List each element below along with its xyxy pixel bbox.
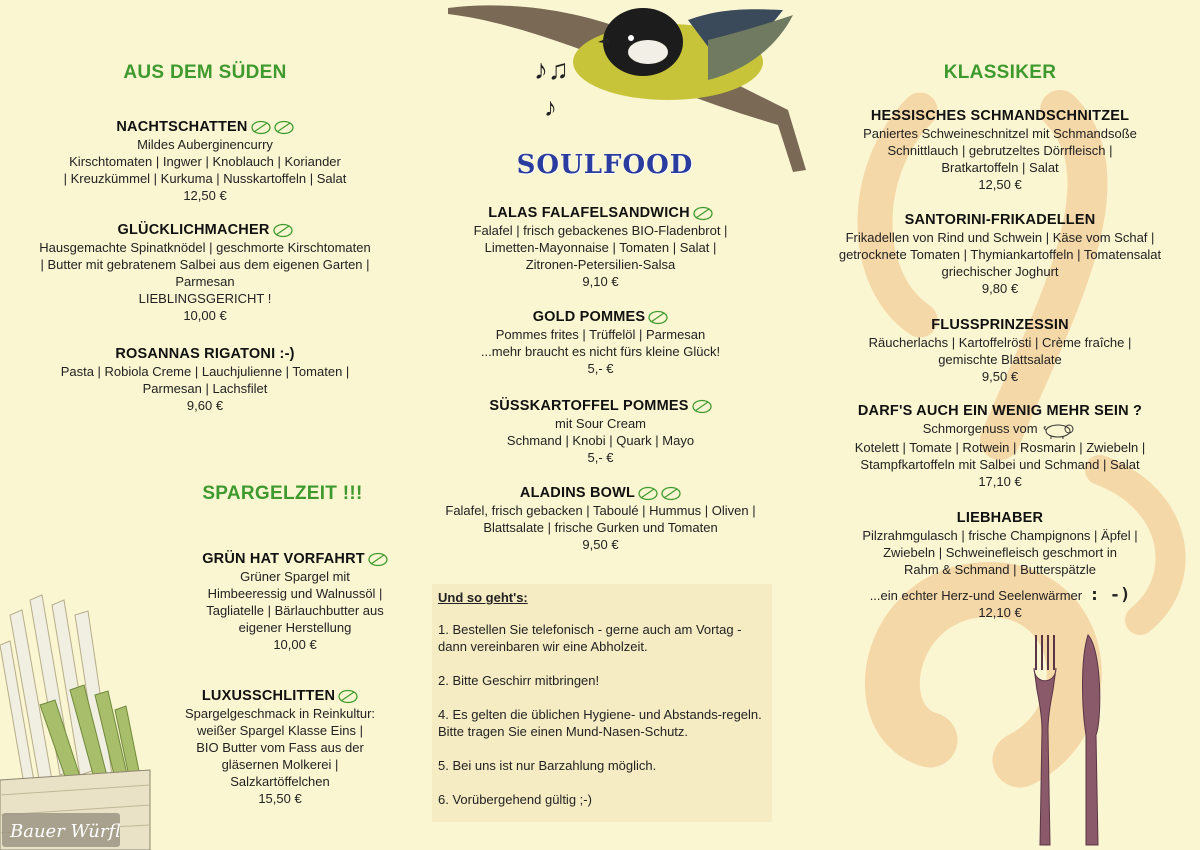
section-title-klassiker: KLASSIKER xyxy=(943,62,1057,83)
dish-desc: Räucherlachs | Kartoffelrösti | Crème fraîche | xyxy=(868,335,1132,350)
instructions-title: Und so geht's: xyxy=(438,590,528,605)
dish-name: SÜSSKARTOFFEL POMMES xyxy=(489,397,711,415)
dish-price: 17,10 € xyxy=(978,473,1022,489)
dish-desc: gläsernen Molkerei | xyxy=(221,757,339,772)
vegetarian-leaf-icon xyxy=(368,552,388,567)
dish-desc: Limetten-Mayonnaise | Tomaten | Salat | xyxy=(484,240,717,255)
dish-desc: Pommes frites | Trüffelöl | Parmesan xyxy=(495,327,706,342)
dish-price: 12,10 € xyxy=(978,604,1022,620)
dish-desc: Schmand | Knobi | Quark | Mayo xyxy=(506,433,695,448)
dish-desc: Stampfkartoffeln mit Salbei und Schmand | Salat xyxy=(860,456,1140,472)
asparagus-illustration xyxy=(0,575,155,850)
dish-desc: Pasta | Robiola Creme | Lauchjulienne | Tomaten | xyxy=(60,364,350,379)
dish-gruen-hat-vorfahrt xyxy=(150,550,440,653)
dish-price: 12,50 € xyxy=(978,177,1022,192)
dish-desc: Kotelett | Tomate | Rotwein | Rosmarin | Zwiebeln | xyxy=(854,439,1146,455)
dish-price: 9,50 € xyxy=(582,537,619,552)
dish-nachtschatten xyxy=(20,118,390,204)
dish-lalas xyxy=(428,204,773,290)
dish-desc: Parmesan xyxy=(175,274,235,289)
dish-price: 10,00 € xyxy=(183,308,227,323)
dish-desc: Bratkartoffeln | Salat xyxy=(941,160,1059,175)
fork-and-knife-illustration xyxy=(1020,630,1120,850)
music-note-icon: ♪ xyxy=(544,92,557,122)
dish-name: LIEBHABER xyxy=(956,509,1044,526)
dish-price: 9,60 € xyxy=(186,398,224,413)
dish-name: FLUSSPRINZESSIN xyxy=(931,317,1069,333)
dish-desc: Blattsalate | frische Gurken und Tomaten xyxy=(483,520,718,535)
dish-name: NACHTSCHATTEN xyxy=(116,118,293,136)
dish-desc: LIEBLINGSGERICHT ! xyxy=(138,291,272,306)
section-title-spargelzeit: SPARGELZEIT !!! xyxy=(202,483,363,504)
dish-desc: ...mehr braucht es nicht fürs kleine Glück! xyxy=(480,344,721,359)
ordering-instructions xyxy=(432,584,772,822)
dish-name: DARF'S AUCH EIN WENIG MEHR SEIN ? xyxy=(857,403,1143,419)
dish-desc: mit Sour Cream xyxy=(554,416,647,431)
dish-desc: gemischte Blattsalate xyxy=(938,352,1062,367)
dish-hessisch xyxy=(815,107,1185,193)
dish-desc: Schmorgenuss vom xyxy=(815,420,1185,439)
dish-price: 15,50 € xyxy=(258,791,302,806)
dish-desc: Zwiebeln | Schweinefleisch geschmort in xyxy=(883,544,1117,560)
vegetarian-leaf-icon xyxy=(273,223,293,238)
dish-price: 9,80 € xyxy=(981,281,1019,296)
dish-desc: weißer Spargel Klasse Eins | xyxy=(197,723,363,738)
instruction-item: 5. Bei uns ist nur Barzahlung möglich. xyxy=(438,758,657,773)
dish-santorini xyxy=(815,211,1185,297)
bird-illustration xyxy=(448,0,808,175)
dish-desc: Himbeeressig und Walnussöl | xyxy=(207,586,383,601)
dish-aladins-bowl xyxy=(428,484,773,553)
dish-desc: Kirschtomaten | Ingwer | Knoblauch | Koriander xyxy=(69,154,341,169)
dish-desc: Parmesan | Lachsfilet xyxy=(142,381,268,396)
vegetarian-leaf-icon xyxy=(274,120,294,135)
dish-name: LALAS FALAFELSANDWICH xyxy=(488,204,713,222)
dish-price: 10,00 € xyxy=(273,637,317,652)
dish-price: 9,10 € xyxy=(582,274,619,289)
dish-desc: griechischer Joghurt xyxy=(941,264,1059,279)
dish-liebhaber xyxy=(815,509,1185,621)
dish-desc: Hausgemachte Spinatknödel | geschmorte Kirschtomaten xyxy=(39,240,371,255)
vegetarian-leaf-icon xyxy=(251,120,271,135)
dish-desc: Tagliatelle | Bärlauchbutter aus xyxy=(206,603,384,618)
dish-desc: ...ein echter Herz-und Seelenwärmer : -) xyxy=(869,584,1131,605)
dish-desc: eigener Herstellung xyxy=(238,620,352,635)
middle-column xyxy=(428,204,773,553)
dish-desc: Schnittlauch | gebrutzeltes Dörrfleisch | xyxy=(887,143,1113,158)
dish-price: 5,- € xyxy=(587,361,614,376)
dish-price: 5,- € xyxy=(587,450,614,465)
dish-desc: Paniertes Schweineschnitzel mit Schmandsoße xyxy=(863,126,1137,141)
vegetarian-leaf-icon xyxy=(648,310,668,325)
dish-desc: Rahm & Schmand | Butterspätzle xyxy=(904,561,1096,577)
pig-icon xyxy=(1041,421,1077,439)
dish-luxusschlitten xyxy=(135,687,425,807)
dish-flussprinzessin xyxy=(815,316,1185,385)
dish-name: ALADINS BOWL xyxy=(520,484,681,502)
dish-desc: Pilzrahmgulasch | frische Champignons | Äpfel | xyxy=(862,527,1138,543)
dish-gluecklichmacher xyxy=(20,221,390,324)
dish-name: GLÜCKLICHMACHER xyxy=(117,221,292,239)
dish-price: 12,50 € xyxy=(183,188,227,203)
section-title-soulfood: SOULFOOD xyxy=(516,150,694,180)
vegetarian-leaf-icon xyxy=(693,206,713,221)
instruction-item: 2. Bitte Geschirr mitbringen! xyxy=(438,673,600,688)
dish-desc: Mildes Auberginencurry xyxy=(137,137,273,152)
right-column xyxy=(815,62,1185,621)
dish-name: SANTORINI-FRIKADELLEN xyxy=(904,212,1096,228)
vegetarian-leaf-icon xyxy=(661,486,681,501)
dish-desc: Falafel, frisch gebacken | Taboulé | Hummus | Oliven | xyxy=(445,503,756,518)
dish-name: GOLD POMMES xyxy=(533,308,669,326)
dish-desc: Falafel | frisch gebackenes BIO-Fladenbrot | xyxy=(473,223,728,238)
dish-desc: Salzkartöffelchen xyxy=(230,774,330,789)
dish-name: HESSISCHES SCHMANDSCHNITZEL xyxy=(870,108,1130,124)
dish-rigatoni xyxy=(20,345,390,414)
dish-desc: getrocknete Tomaten | Thymiankartoffeln | Tomatensalat xyxy=(838,247,1162,262)
left-column xyxy=(20,62,390,414)
vegetarian-leaf-icon xyxy=(338,689,358,704)
instruction-item: 1. Bestellen Sie telefonisch - gerne auch am Vortag - dann vereinbaren wir eine Abholzeit. xyxy=(438,622,742,654)
dish-desc: BIO Butter vom Fass aus der xyxy=(196,740,364,755)
dish-desc: Grüner Spargel mit xyxy=(240,569,350,584)
instruction-item: 6. Vorübergehend gültig ;-) xyxy=(438,792,592,807)
vegetarian-leaf-icon xyxy=(638,486,658,501)
smiley-text: : -) xyxy=(1089,584,1131,605)
vegetarian-leaf-icon xyxy=(692,399,712,414)
dish-name: LUXUSSCHLITTEN xyxy=(202,687,358,705)
dish-name: GRÜN HAT VORFAHRT xyxy=(202,550,388,568)
dish-suesskartoffel xyxy=(428,397,773,466)
dish-darfs-auch xyxy=(815,402,1185,490)
logo-text: Bauer Würfl xyxy=(10,821,121,842)
instruction-item: 4. Es gelten die üblichen Hygiene- und Abstands-regeln. Bitte tragen Sie einen Mund-Nasen-Schutz. xyxy=(438,707,762,739)
dish-desc: | Butter mit gebratenem Salbei aus dem eigenen Garten | xyxy=(40,257,370,272)
dish-desc: Zitronen-Petersilien-Salsa xyxy=(525,257,676,272)
dish-gold-pommes xyxy=(428,308,773,377)
dish-desc: Frikadellen von Rind und Schwein | Käse vom Schaf | xyxy=(845,230,1155,245)
dish-desc: Spargelgeschmack in Reinkultur: xyxy=(184,706,376,721)
music-notes-icon: ♪♫ xyxy=(534,54,569,85)
dish-desc: | Kreuzkümmel | Kurkuma | Nusskartoffeln | Salat xyxy=(63,171,347,186)
section-title-sueden: AUS DEM SÜDEN xyxy=(123,62,287,83)
dish-name: ROSANNAS RIGATONI :-) xyxy=(115,346,295,362)
dish-price: 9,50 € xyxy=(981,369,1019,384)
